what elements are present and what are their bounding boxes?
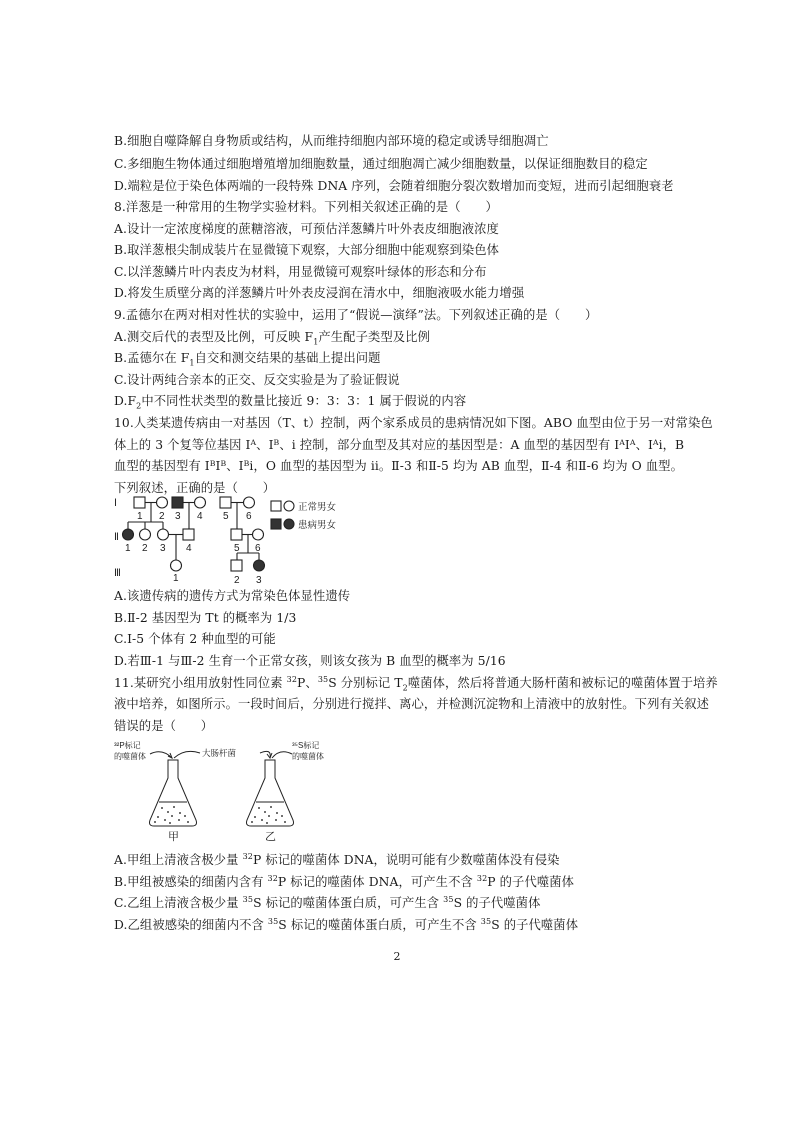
flask-right [247,760,294,826]
individual-number: 3 [256,575,262,584]
question-11-stem: 液中培养，如图所示。一段时间后，分别进行搅拌、离心，并检测沉淀物和上清液中的放射性。下列有关叙述 [114,697,710,711]
individual-number: 1 [137,511,143,522]
pedigree-female [195,497,206,508]
flask-right-label: 乙 [265,831,276,843]
individual-number: 1 [125,543,131,554]
q11-option-c: C.乙组上清液含极少量 $^{35}$S 标记的噬菌体蛋白质，可产生含 $^{35}$S 的子代噬菌体 [114,894,541,910]
pedigree-male [231,560,242,571]
generation-label: Ⅱ [114,532,119,543]
individual-number: 5 [223,511,229,522]
page-number: 2 [393,950,401,963]
legend-male-affected [271,519,281,529]
pedigree-female [253,529,264,540]
q11-option-b: B.甲组被感染的细菌内含有 $^{32}$P 标记的噬菌体 DNA，可产生不含 $^{32}$P 的子代噬菌体 [114,873,575,889]
q8-option-d: D.将发生质壁分离的洋葱鳞片叶外表皮浸润在清水中，细胞液吸水能力增强 [114,286,525,300]
individual-number: 4 [186,543,192,554]
question-10-stem: 体上的 3 个复等位基因 Iᴬ、Iᴮ、i 控制，部分血型及其对应的基因型是：A 血型的基因型有 IᴬIᴬ、Iᴬi，B [114,438,685,452]
pedigree-affected-male [172,497,183,508]
individual-number: 6 [246,511,252,522]
individual-number: 4 [197,511,203,522]
question-8-stem: 8.洋葱是一种常用的生物学实验材料。下列相关叙述正确的是（ ） [114,200,498,214]
question-10-stem: 血型的基因型有 IᴮIᴮ、Iᴮi，O 血型的基因型为 ii。Ⅱ-3 和Ⅱ-5 均为 AB 血型，Ⅱ-4 和Ⅱ-6 均为 O 血型。 [114,459,683,473]
left-label: 的噬菌体 [114,752,146,761]
pedigree-female [140,529,151,540]
individual-number: 5 [234,543,240,554]
question-11-stem: 错误的是（ ） [114,719,214,733]
pedigree-affected-female [123,529,134,540]
flask-left [150,760,197,826]
option-text: B.细胞自噬降解自身物质或结构，从而维持细胞内部环境的稳定或诱导细胞凋亡 [114,134,549,148]
pedigree-female [171,560,182,571]
q9-option-a: A.测交后代的表型及比例，可反映 $F_1$产生配子类型及比例 [114,330,430,347]
q8-option-a: A.设计一定浓度梯度的蔗糖溶液，可预估洋葱鳞片叶外表皮细胞液浓度 [114,222,499,236]
question-10-stem: 10.人类某遗传病由一对基因（T、t）控制，两个家系成员的患病情况如下图。ABO 血型由位于另一对常染色 [114,416,713,430]
option-text: C.多细胞生物体通过细胞增殖增加细胞数量，通过细胞凋亡减少细胞数量，以保证细胞数目的稳定 [114,157,648,171]
individual-number: 2 [159,511,165,522]
q9-option-d: $D.F_2$中不同性状类型的数量比接近 9：3：3：1 属于假说的内容 [114,394,467,411]
generation-label: Ⅲ [114,568,121,579]
right-label: ³⁵S标记 [292,741,320,750]
pedigree-affected-female [254,560,265,571]
pedigree-male [134,497,145,508]
q11-option-a: A.甲组上清液含极少量 $^{32}$P 标记的噬菌体 DNA，说明可能有少数噬菌体没有侵染 [114,851,560,867]
individual-number: 3 [160,543,166,554]
legend-female-affected [284,519,294,529]
question-9-stem: 9.孟德尔在两对相对性状的实验中，运用了“假说—演绎”法。下列叙述正确的是（ ） [114,308,598,322]
left-label: ³²P标记 [114,741,141,750]
q10-option-b: B.Ⅱ-2 基因型为 Tt 的概率为 1/3 [114,611,297,625]
option-text: D.端粒是位于染色体两端的一段特殊 DNA 序列，会随着细胞分裂次数增加而变短，进而引起细胞衰老 [114,179,674,193]
pedigree-chart [110,492,380,584]
individual-number: 2 [234,575,240,584]
phage-flask-figure [110,738,350,844]
individual-number: 1 [173,573,179,584]
individual-number: 2 [142,543,148,554]
q9-option-b: B.孟德尔在 $F_1$自交和测交结果的基础上提出问题 [114,351,381,368]
q9-option-c: C.设计两纯合亲本的正交、反交实验是为了验证假说 [114,373,400,387]
legend-female-normal [284,501,294,511]
pedigree-male [183,529,194,540]
q10-option-d: D.若Ⅲ-1 与Ⅲ-2 生育一个正常女孩，则该女孩为 B 血型的概率为 5/16 [114,654,506,668]
pedigree-female [244,497,255,508]
legend-normal-label: 正常男女 [298,502,337,513]
flask-left-label: 甲 [168,831,179,843]
q10-option-c: C.Ⅰ-5 个体有 2 种血型的可能 [114,632,276,646]
individual-number: 3 [175,511,181,522]
legend-male-normal [271,501,281,511]
q8-option-c: C.以洋葱鳞片叶内表皮为材料，用显微镜可观察叶绿体的形态和分布 [114,265,487,279]
generation-label: Ⅰ [114,498,117,509]
q11-option-d: D.乙组被感染的细菌内不含 $^{35}$S 标记的噬菌体蛋白质，可产生不含 $^{35}$S 的子代噬菌体 [114,916,579,932]
pedigree-female [157,497,168,508]
middle-label: 大肠杆菌 [202,748,237,758]
q8-option-b: B.取洋葱根尖制成装片在显微镜下观察，大部分细胞中能观察到染色体 [114,243,500,257]
legend-affected-label: 患病男女 [298,520,337,531]
pedigree-female [158,529,169,540]
question-11-stem: 11.某研究小组用放射性同位素 $^{32}$P、$^{35}$S 分别标记 $T_2$噬菌体，然后将普通大肠杆菌和被标记的噬菌体置于培养 [114,674,718,693]
pedigree-male [220,497,231,508]
q10-option-a: A.该遗传病的遗传方式为常染色体显性遗传 [114,589,351,603]
pedigree-male [231,529,242,540]
individual-number: 6 [255,543,261,554]
right-label: 的噬菌体 [292,752,324,761]
question-10-stem: 下列叙述，正确的是（ ） [114,481,276,495]
